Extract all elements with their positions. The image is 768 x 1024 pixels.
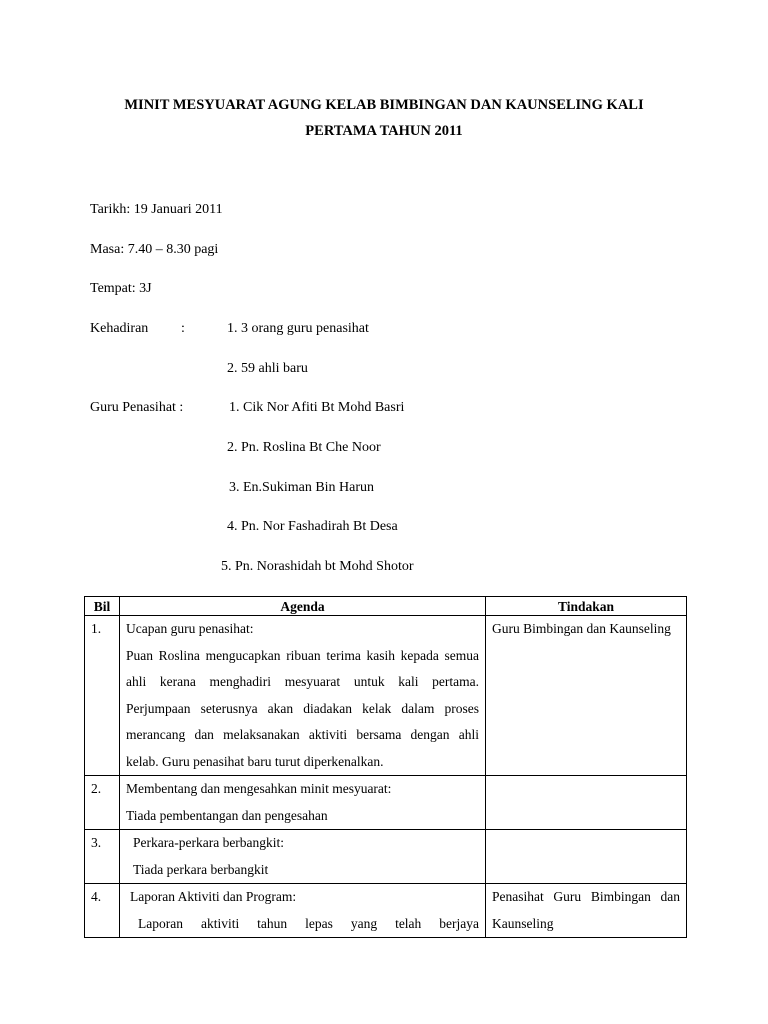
advisor-item: 2. Pn. Roslina Bt Che Noor — [227, 440, 381, 455]
agenda-cell — [120, 830, 486, 884]
attendance-item: 2. 59 ahli baru — [227, 361, 308, 376]
attendance-colon: : — [181, 321, 185, 336]
agenda-heading: Membentang dan mengesahkan minit mesyuarat: — [126, 781, 392, 796]
row-number: 1. — [85, 616, 120, 776]
agenda-body: Laporan aktiviti tahun lepas yang telah berjaya — [138, 915, 479, 931]
agenda-body: Tiada perkara berbangkit — [133, 861, 269, 877]
attendance-label: Kehadiran — [90, 321, 149, 336]
agenda-cell — [120, 776, 486, 830]
meeting-time: Masa: 7.40 – 8.30 pagi — [90, 242, 219, 257]
title-line-2: PERTAMA TAHUN 2011 — [305, 123, 463, 139]
table-row — [85, 884, 687, 938]
advisor-item: 3. En.Sukiman Bin Harun — [229, 480, 375, 495]
agenda-heading: Laporan Aktiviti dan Program: — [130, 889, 297, 904]
table-header-row — [85, 597, 687, 616]
advisor-item: 4. Pn. Nor Fashadirah Bt Desa — [227, 519, 398, 534]
table-row — [85, 616, 687, 776]
agenda-body: Puan Roslina mengucapkan ribuan terima kasih kepada semua ahli kerana menghadiri mesyuarat untuk kali pertama. Perjumpaan seterusnya akan diadakan kelak dalam proses merancang dan melaksanakan aktiviti bersama dengan ahli kelab. Guru penasihat baru turut diperkenalkan. — [126, 647, 479, 769]
agenda-cell — [120, 616, 486, 776]
meeting-place: Tempat: 3J — [90, 281, 152, 296]
document-title — [90, 92, 678, 144]
action-cell — [486, 830, 687, 884]
row-number: 3. — [85, 830, 120, 884]
agenda-heading: Perkara-perkara berbangkit: — [133, 835, 285, 850]
header-agenda: Agenda — [120, 597, 486, 616]
attendance-item: 1. 3 orang guru penasihat — [227, 321, 369, 336]
advisor-item: 1. Cik Nor Afiti Bt Mohd Basri — [229, 400, 405, 415]
action-cell — [486, 776, 687, 830]
agenda-heading: Ucapan guru penasihat: — [126, 621, 254, 636]
row-number: 2. — [85, 776, 120, 830]
action-cell: Penasihat Guru Bimbingan dan Kaunseling — [486, 884, 687, 938]
title-line-1: MINIT MESYUARAT AGUNG KELAB BIMBINGAN DAN KAUNSELING KALI — [124, 97, 644, 113]
row-number: 4. — [85, 884, 120, 938]
agenda-table — [84, 596, 687, 938]
meeting-date: Tarikh: 19 Januari 2011 — [90, 202, 223, 217]
header-bil: Bil — [85, 597, 120, 616]
agenda-cell — [120, 884, 486, 938]
advisor-item: 5. Pn. Norashidah bt Mohd Shotor — [221, 559, 414, 574]
advisors-label: Guru Penasihat : — [90, 400, 184, 415]
table-row — [85, 830, 687, 884]
table-row — [85, 776, 687, 830]
header-tindakan: Tindakan — [486, 597, 687, 616]
agenda-body: Tiada pembentangan dan pengesahan — [126, 807, 328, 823]
action-cell: Guru Bimbingan dan Kaunseling — [486, 616, 687, 776]
